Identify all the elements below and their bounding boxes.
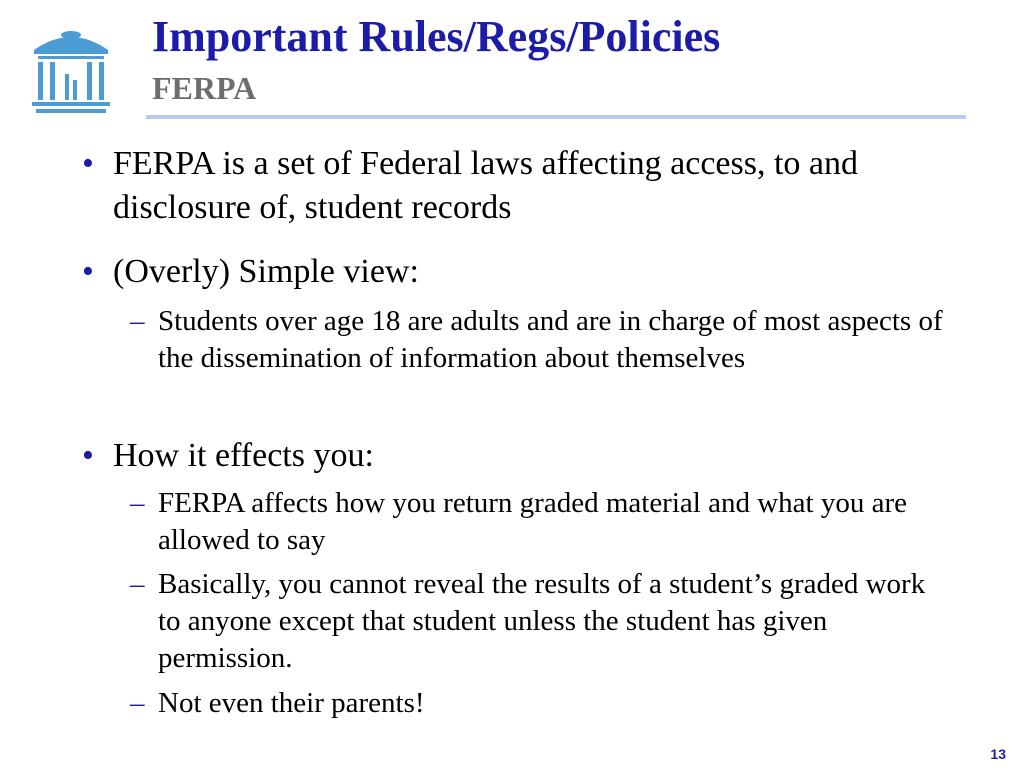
slide-subtitle: FERPA [152, 70, 257, 106]
bullet-mark: • [82, 437, 94, 474]
sub-bullet-mark: – [130, 568, 145, 600]
sub-bullet-mark: – [130, 487, 145, 519]
sub-bullet-text: Basically, you cannot reveal the results of a student’s graded work to anyone except that student unless the student has given permission. [158, 568, 926, 674]
sub-bullet-text: FERPA affects how you return graded material and what you are allowed to say [158, 487, 907, 556]
title-divider [146, 115, 966, 119]
bullet-mark: • [82, 253, 94, 290]
page-number: 13 [990, 746, 1006, 762]
old-well-logo-icon [30, 22, 112, 116]
bullet-item [82, 434, 932, 478]
bullet-item [82, 142, 932, 230]
bullet-text: FERPA is a set of Federal laws affecting access, to and disclosure of, student records [113, 145, 859, 226]
sub-bullet-mark: – [130, 687, 145, 719]
sub-bullet-item [130, 566, 950, 677]
bullet-text: How it effects you: [113, 437, 374, 474]
sub-bullet-item [130, 685, 950, 722]
sub-bullet-text: Students over age 18 are adults and are in charge of most aspects of the dissemination of information about themselves [158, 305, 943, 374]
bullet-mark: • [82, 145, 94, 182]
bullet-item [82, 250, 932, 294]
sub-bullet-mark: – [130, 305, 145, 337]
slide-title: Important Rules/Regs/Policies [152, 12, 721, 61]
sub-bullet-text: Not even their parents! [158, 687, 425, 719]
sub-bullet-item [130, 485, 950, 559]
sub-bullet-item [130, 303, 950, 377]
bullet-text: (Overly) Simple view: [113, 253, 419, 290]
